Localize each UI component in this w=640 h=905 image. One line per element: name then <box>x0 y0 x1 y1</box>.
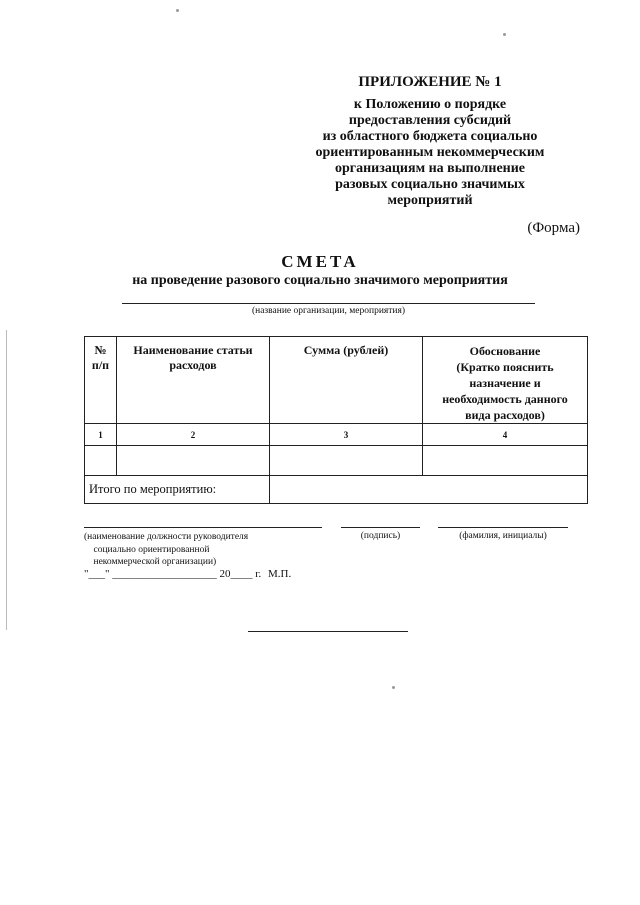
organization-caption: (название организации, мероприятия) <box>251 306 406 316</box>
document-title: СМЕТА <box>281 252 359 271</box>
column-header-justification: Обоснование (Кратко пояснить назначение и необходимость данного вида расходов) <box>423 337 588 424</box>
column-number: 1 <box>85 424 117 446</box>
organization-line <box>122 303 535 304</box>
position-line <box>84 527 322 528</box>
scan-speck <box>503 33 506 36</box>
column-header-item: Наименование статьи расходов <box>117 337 270 424</box>
table-cell[interactable] <box>423 446 588 476</box>
position-caption: (наименование должности руководителя социально ориентированной некоммерческой организации) <box>84 532 249 567</box>
signature-line <box>341 527 420 528</box>
header-line: организациям на выполнение <box>334 161 526 176</box>
total-value-cell[interactable] <box>270 476 588 504</box>
table-cell[interactable] <box>117 446 270 476</box>
column-header-number: № п/п <box>85 337 117 424</box>
column-number: 3 <box>270 424 423 446</box>
appendix-title: ПРИЛОЖЕНИЕ № 1 <box>358 74 502 90</box>
signature-caption: (подпись) <box>360 531 401 541</box>
column-number: 4 <box>423 424 588 446</box>
stamp-label: М.П. <box>268 568 292 580</box>
table-cell[interactable] <box>85 446 117 476</box>
total-label: Итого по мероприятию: <box>85 476 270 504</box>
document-subtitle: на проведение разового социально значимого мероприятия <box>132 273 508 288</box>
table-header-row <box>85 337 588 424</box>
column-number: 2 <box>117 424 270 446</box>
header-line: разовых социально значимых <box>335 177 525 192</box>
name-line <box>438 527 568 528</box>
scan-speck <box>392 686 395 689</box>
header-line: мероприятий <box>387 193 473 208</box>
form-label: (Форма) <box>527 220 580 236</box>
total-row <box>85 476 588 504</box>
estimate-table <box>84 336 588 504</box>
column-number-row <box>85 424 588 446</box>
bottom-divider <box>248 631 408 632</box>
header-line: из областного бюджета социально <box>322 129 538 144</box>
date-line: "___" ___________________ 20____ г. <box>84 568 262 580</box>
column-header-amount: Сумма (рублей) <box>270 337 423 424</box>
header-line: ориентированным некоммерческим <box>315 145 545 160</box>
header-line: предоставления субсидий <box>348 113 512 128</box>
table-cell[interactable] <box>270 446 423 476</box>
scan-speck <box>176 9 179 12</box>
scan-edge <box>6 330 7 630</box>
table-row <box>85 446 588 476</box>
header-line: к Положению о порядке <box>353 97 507 112</box>
name-caption: (фамилия, инициалы) <box>459 531 547 541</box>
